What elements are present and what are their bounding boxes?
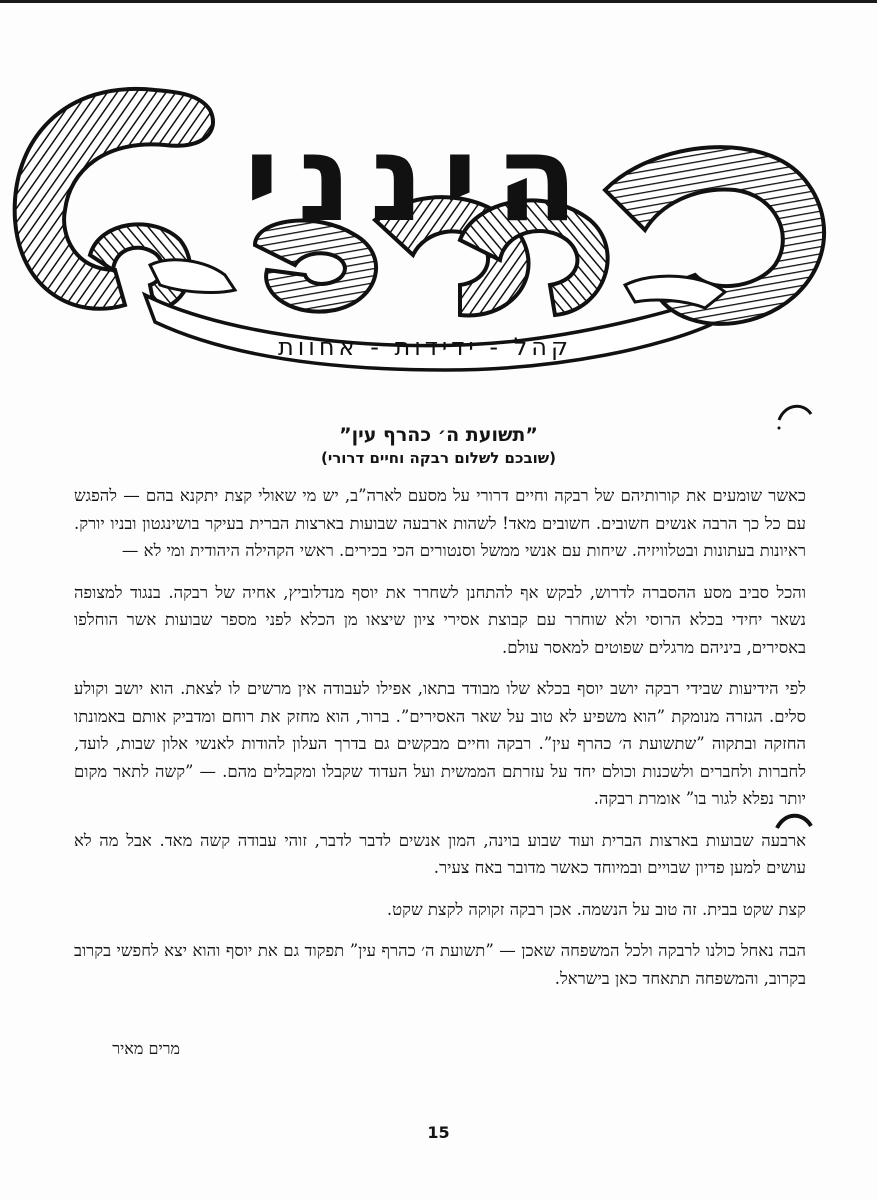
scan-edge [0,0,877,3]
article-paragraph: והכל סביב מסע ההסברה לדרוש, לבקש אף להתחנן לשחרר את יוסף מנדלוביץ, אחיה של רבקה. בנגוד למצופה נשאר יחידי בכלא הרוסי ולא שוחרר עם קבוצת אסירי ציון שיצאו מן הכלא לפני מספר שבועות אשר הוחלפו באסירים, ביניהם מרגלים שפוטים למאסר עולם. [74,582,806,657]
article-subtitle: (שובכם לשלום רבקה וחיים דרורי) [320,449,557,467]
logo-title-text: הינני [244,110,596,249]
author-signature: מרים מאיר [112,1039,180,1058]
article-paragraph: ארבעה שבועות בארצות הברית ועוד שבוע בוינה, המון אנשים לדבר לדבר, זוהי עבודה קשה מאד. אבל מה לא עושים למען פדיון שבויים ובמיוחד כאשר מדובר באח צעיר. [74,830,806,877]
article-paragraph: לפי הידיעות שבידי רבקה יושב יוסף בכלא שלו מבודד בתאו, אפילו לעבודה אין מרשים לו לצאת. הוא יושב וקולע סלים. הגזרה מנומקת ”הוא משפיע לא טוב על שאר האסירים”. ברור, הוא מחזק את רוחם ומדביק אותם באמונתו החזקה ובתקוה ”שתשועת ה׳ כהרף עין”. רבקה וחיים מבקשים גם בדרך העלון להודות לאנשי אלון שבות, לועד, לחברות ולחברים ולשכנות וכולם יחד על עזרתם הממשית ועל העדוד שקבלו ומקבלים מהם. — ”קשה לתאר מקום יותר נפלא לגור בו” אומרת רבקה. [74,679,806,808]
ribbon-inscription: קהל - ידידות - אחוות [277,333,573,361]
article-body [74,482,806,1006]
page-number: 15 [427,1123,450,1142]
masthead-logo [5,70,835,380]
article-paragraph: כאשר שומעים את קורותיהם של רבקה וחיים דרורי על מסעם לארה”ב, יש מי שאולי קצת יתקנא בהם — להפגש עם כל כך הרבה אנשים חשובים. חשובים מאד! לשהות ארבעה שבועות בארצות הברית בעיקר בושינגטון ובניו יורק. ראיונות בעתונות ובטלוויזיה. שיחות עם אנשי ממשל וסנטורים הכי בכירים. ראשי הקהילה היהודית ומי לא — [74,486,806,560]
article-paragraph: קצת שקט בבית. זה טוב על הנשמה. אכן רבקה זקוקה לקצת שקט. [386,899,806,919]
article-paragraph: הבה נאחל כולנו לרבקה ולכל המשפחה שאכן — ”תשועת ה׳ כהרף עין” תפקוד גם את יוסף והוא יצא לחפשי בקרוב בקרוב, והמשפחה תתאחד כאן בישראל. [74,941,806,988]
article-title: ”תשועת ה׳ כהרף עין” [339,424,538,446]
chain-logo-illustration [5,70,835,380]
